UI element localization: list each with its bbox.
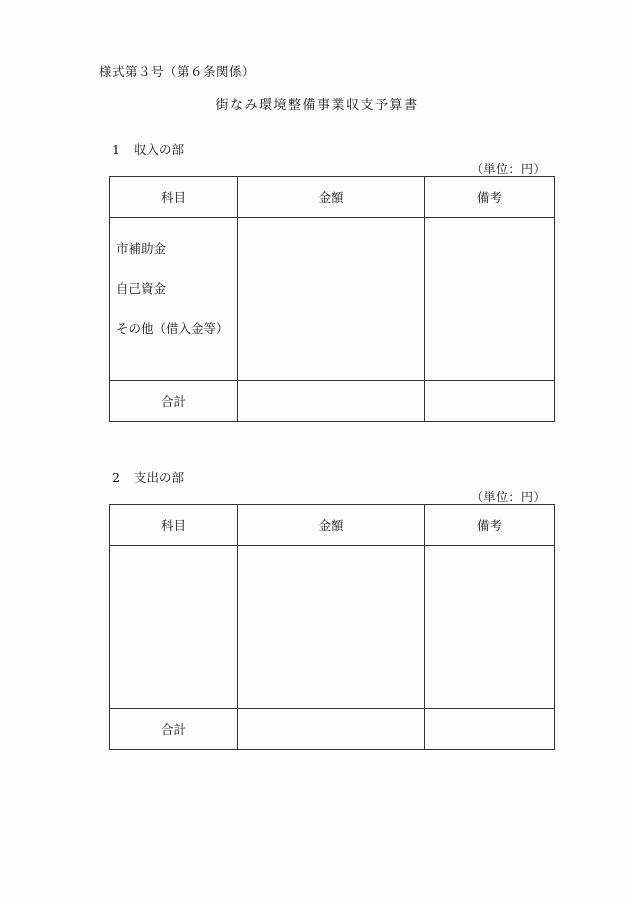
expense-header-amount: 金額 [238, 505, 425, 546]
income-total-remarks-cell[interactable] [425, 381, 555, 422]
income-unit-label: （単位：円） [470, 162, 546, 176]
form-number: 様式第３号（第６条関係） [99, 64, 256, 79]
expense-header-subject: 科目 [110, 505, 238, 546]
expense-amount-cell[interactable] [238, 546, 425, 709]
expense-total-row [110, 709, 555, 750]
income-remarks-cell[interactable] [425, 218, 555, 381]
expense-total-label: 合計 [110, 709, 238, 750]
expense-subject-cell[interactable] [110, 546, 238, 709]
income-item-city-subsidy: 市補助金 [116, 241, 167, 256]
income-section-title [112, 140, 184, 158]
income-header-amount: 金額 [238, 177, 425, 218]
expense-table [109, 504, 555, 750]
income-section-label: 収入の部 [134, 142, 185, 157]
expense-body-row [110, 546, 555, 709]
expense-header-remarks: 備考 [425, 505, 555, 546]
income-header-subject: 科目 [110, 177, 238, 218]
income-subject-cell [110, 218, 238, 381]
expense-section-title [112, 468, 184, 486]
expense-unit-label: （単位：円） [470, 490, 546, 504]
income-section-number: 1 [112, 142, 120, 157]
expense-total-amount-cell[interactable] [238, 709, 425, 750]
income-item-other: その他（借入金等） [116, 321, 229, 336]
expense-section-number: 2 [112, 470, 120, 485]
income-header-row [110, 177, 555, 218]
income-item-own-funds: 自己資金 [116, 281, 167, 296]
expense-remarks-cell[interactable] [425, 546, 555, 709]
income-header-remarks: 備考 [425, 177, 555, 218]
income-total-row [110, 381, 555, 422]
income-body-row [110, 218, 555, 381]
income-amount-cell[interactable] [238, 218, 425, 381]
expense-total-remarks-cell[interactable] [425, 709, 555, 750]
expense-header-row [110, 505, 555, 546]
income-table [109, 176, 555, 422]
income-total-label: 合計 [110, 381, 238, 422]
expense-section-label: 支出の部 [134, 470, 185, 485]
income-total-amount-cell[interactable] [238, 381, 425, 422]
document-title: 街なみ環境整備事業収支予算書 [215, 98, 419, 113]
